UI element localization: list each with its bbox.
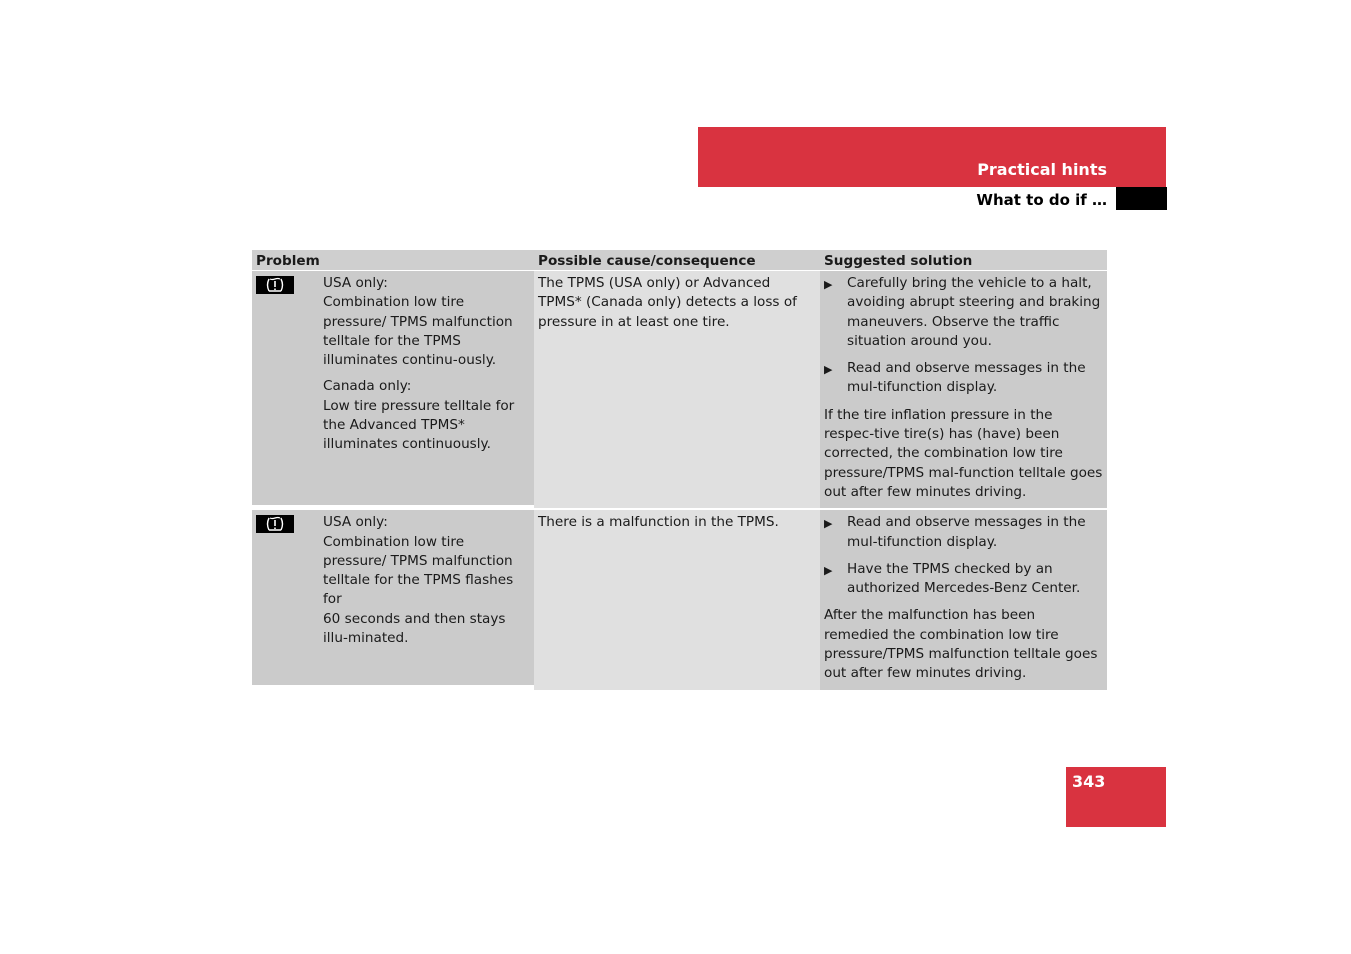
problem-cell [252,271,534,505]
subsection-title: What to do if … [976,191,1107,209]
solution-step-text: Read and observe messages in the mul-tifunction display. [847,514,1086,550]
solution-note: If the tire inflation pressure in the respec-tive tire(s) has (have) been corrected, the combination low tire pressure/TPMS mal-function telltale goes out after few minutes driving. [824,406,1103,500]
solution-step [824,359,1103,398]
troubleshooting-table [252,250,1107,690]
solution-step [824,513,1103,552]
page-number-box [1066,767,1166,827]
cause-text: There is a malfunction in the TPMS. [538,514,779,531]
tire-pressure-warning-icon [256,515,294,533]
cause-cell [534,508,820,689]
solution-step-text: Have the TPMS checked by an authorized Mercedes-Benz Center. [847,560,1081,597]
solution-cell [820,271,1107,508]
problem-text: USA only: Combination low tire pressure/ TPMS malfunction telltale for the TPMS illuminates continu-ously. [323,275,513,369]
column-header-solution: Suggested solution [820,250,1107,271]
problem-text: USA only: Combination low tire pressure/ TPMS malfunction telltale for the TPMS flashes for 60 seconds and then stays illu-minated. [323,514,514,647]
section-title: Practical hints [977,160,1107,179]
solution-step-text: Read and observe messages in the mul-tifunction display. [847,360,1086,396]
problem-text: Canada only: Low tire pressure telltale for the Advanced TPMS* illuminates continuously. [323,378,515,453]
bullet-arrow-icon: ▶ [824,563,833,577]
bullet-arrow-icon: ▶ [824,278,833,291]
tire-pressure-warning-icon [256,276,294,294]
bullet-arrow-icon: ▶ [824,363,833,377]
bullet-arrow-icon: ▶ [824,517,833,531]
solution-step-text: Carefully bring the vehicle to a halt, avoiding abrupt steering and braking maneuvers. Observe the traffic situation around you. [847,275,1101,349]
problem-cell [252,508,534,685]
solution-cell [820,508,1107,689]
column-header-problem: Problem [252,250,534,271]
section-tab-marker [1116,187,1167,210]
column-header-cause: Possible cause/consequence [534,250,820,271]
cause-cell [534,271,820,508]
solution-note: After the malfunction has been remedied the combination low tire pressure/TPMS malfunction telltale goes out after few minutes driving. [824,607,1098,682]
cause-text: The TPMS (USA only) or Advanced TPMS* (Canada only) detects a loss of pressure in at least one tire. [538,275,797,330]
solution-step [824,274,1103,351]
solution-step [824,560,1103,599]
page-number: 343 [1072,772,1106,791]
